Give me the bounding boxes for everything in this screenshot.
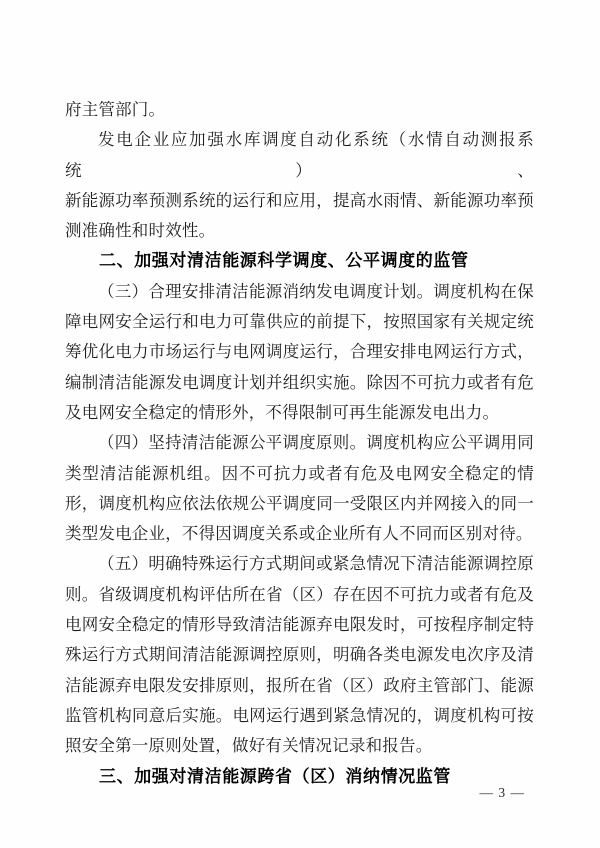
paragraph [65,549,534,761]
text-line: 监管机构同意后实施。电网运行遇到紧急情况的，调度机构可按 [65,705,534,725]
text-line: 洁能源弃电限发安排原则，报所在省（区）政府主管部门、能源 [65,675,534,695]
text-line: 类型发电企业，不得因调度关系或企业所有人不同而区别对待。 [65,524,533,544]
section-heading [65,762,534,792]
page-number: — 3 — [479,785,525,800]
text-line: 及电网安全稳定的情形外，不得限制可再生能源发电出力。 [65,402,500,422]
text-line: 筹优化电力市场运行与电网调度运行，合理安排电网运行方式， [65,342,534,362]
document-body [65,95,534,792]
text-line: 发电企业应加强水库调度自动化系统（水情自动测报系统）、 [65,130,534,180]
text-line: 测准确性和时效性。 [65,221,216,241]
text-line: （四）坚持清洁能源公平调度原则。调度机构应公平调用同 [98,433,534,453]
text-line: 三、加强对清洁能源跨省（区）消纳情况监管 [99,766,451,786]
text-line: 形，调度机构应依法依规公平调度同一受限区内并网接入的同一 [65,493,534,513]
paragraph [65,95,534,125]
text-line: 殊运行方式期间清洁能源调控原则，明确各类电源发电次序及清 [65,645,534,665]
text-line: 二、加强对清洁能源科学调度、公平调度的监管 [99,251,469,271]
paragraph [65,125,534,246]
text-line: 障电网安全运行和电力可靠供应的前提下，按照国家有关规定统 [65,312,534,332]
text-line: 电网安全稳定的情形导致清洁能源弃电限发时，可按程序制定特 [65,615,534,635]
text-line: 类型清洁能源机组。因不可抗力或者有危及电网安全稳定的情 [65,463,534,483]
section-heading [65,246,534,276]
text-line: 则。省级调度机构评估所在省（区）存在因不可抗力或者有危及 [65,584,534,604]
paragraph [65,428,534,549]
text-line: （三）合理安排清洁能源消纳发电调度计划。调度机构在保 [98,281,534,301]
text-line: （五）明确特殊运行方式期间或紧急情况下清洁能源调控原 [98,554,534,574]
paragraph [65,277,534,428]
text-line: 编制清洁能源发电调度计划并组织实施。除因不可抗力或者有危 [65,372,534,392]
text-line: 府主管部门。 [65,100,166,119]
text-line: 新能源功率预测系统的运行和应用，提高水雨情、新能源功率预 [65,190,534,210]
text-line: 照安全第一原则处置，做好有关情况记录和报告。 [65,736,433,756]
